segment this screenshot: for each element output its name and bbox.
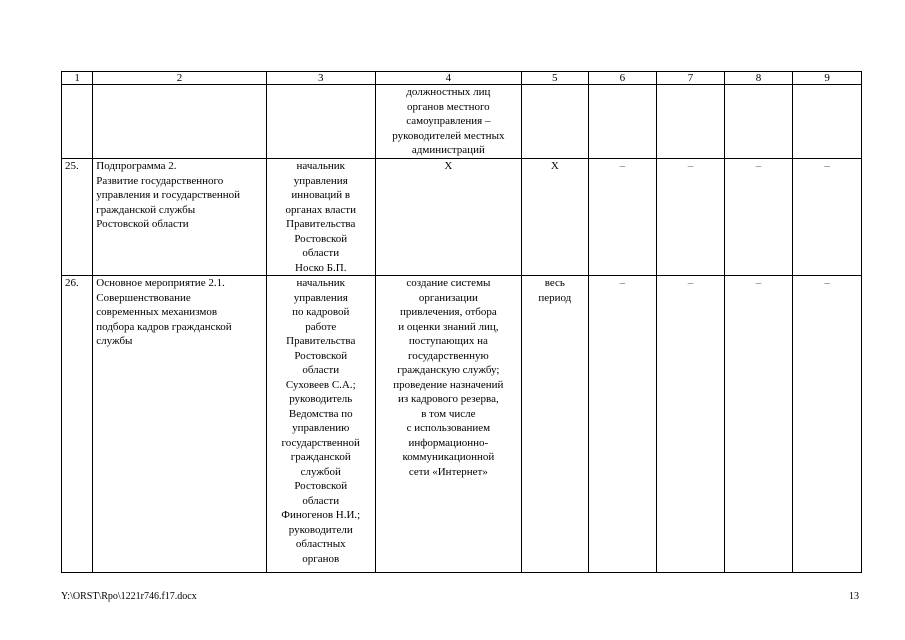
header-col-6: 6 <box>588 72 657 85</box>
continuation-result-cell <box>375 85 521 159</box>
page-number: 13 <box>849 591 859 602</box>
text-line: создание системы <box>406 277 491 289</box>
text-line: Ростовской <box>294 480 348 492</box>
col8-cell: – <box>724 276 793 573</box>
result-cell <box>375 276 521 573</box>
text-line: руководитель <box>289 393 353 405</box>
header-col-5: 5 <box>522 72 589 85</box>
text-line: в том числе <box>421 407 476 420</box>
text-line: управления и государственной <box>96 189 241 201</box>
col7-cell: – <box>657 276 725 573</box>
text-line: Правительства <box>286 335 356 347</box>
table-row-continuation <box>62 85 862 159</box>
header-col-4: 4 <box>375 72 521 85</box>
period-cell <box>522 276 589 573</box>
header-col-2: 2 <box>93 72 267 85</box>
text-line: службы <box>96 335 133 347</box>
text-line: начальник <box>296 277 345 289</box>
col9-cell: – <box>793 159 862 276</box>
col7-cell: – <box>657 159 725 276</box>
period-cell: Х <box>522 159 589 276</box>
text-line: с использованием <box>406 422 491 434</box>
text-line: из кадрового резерва, <box>398 393 499 405</box>
text-line: начальник <box>296 160 345 172</box>
text-line: органов местного <box>407 100 490 113</box>
text-line: организации <box>418 291 478 304</box>
text-line: самоуправления – <box>406 115 491 127</box>
text-line: должностных лиц <box>406 86 491 98</box>
row-number: 25. <box>62 159 93 276</box>
text-line: государственной <box>281 436 360 449</box>
table-row-25 <box>62 159 862 276</box>
text-line: проведение назначений <box>393 378 504 391</box>
text-line: органов <box>302 552 340 565</box>
text-line: Развитие государственного <box>96 174 224 187</box>
header-col-8: 8 <box>724 72 793 85</box>
text-line: весь <box>544 277 565 289</box>
text-line: поступающих на <box>408 335 488 347</box>
responsible-cell <box>266 159 375 276</box>
text-line: период <box>538 291 572 304</box>
text-line: современных механизмов <box>96 306 218 318</box>
text-line: инноваций в <box>291 189 351 201</box>
cell-empty <box>657 85 725 159</box>
text-line: Правительства <box>286 218 356 230</box>
text-line: Суховеев С.А.; <box>285 378 356 391</box>
table-row-26 <box>62 276 862 573</box>
result-cell: Х <box>375 159 521 276</box>
text-line: сети «Интернет» <box>408 465 488 478</box>
text-line: коммуникационной <box>402 451 495 463</box>
text-line: руководителей местных <box>392 129 505 142</box>
text-line: областных <box>295 538 346 550</box>
text-line: гражданской <box>290 451 351 463</box>
cell-empty <box>62 85 93 159</box>
col6-cell: – <box>588 159 657 276</box>
cell-empty <box>724 85 793 159</box>
header-col-3: 3 <box>266 72 375 85</box>
text-line: руководители <box>288 523 353 536</box>
text-line: и оценки знаний лиц, <box>398 320 499 333</box>
text-line: привлечения, отбора <box>399 306 497 318</box>
col8-cell: – <box>724 159 793 276</box>
text-line: управления <box>293 291 348 304</box>
text-line: управления <box>293 174 348 187</box>
header-row <box>62 72 862 85</box>
text-line: области <box>302 247 340 259</box>
text-line: области <box>302 364 340 376</box>
cell-empty <box>522 85 589 159</box>
text-line: Ростовской области <box>96 218 189 230</box>
header-col-7: 7 <box>657 72 725 85</box>
text-line: Финогенов Н.И.; <box>281 509 361 521</box>
document-path: Y:\ORST\Rpo\1221r746.f17.docx <box>61 591 197 602</box>
col6-cell: – <box>588 276 657 573</box>
cell-empty <box>266 85 375 159</box>
text-line: гражданской службы <box>96 203 196 216</box>
text-line: Носко Б.П. <box>295 261 347 274</box>
text-line: Ростовской <box>294 349 348 362</box>
text-line: органах власти <box>285 203 356 216</box>
text-line: Ведомства по <box>288 407 353 420</box>
text-line: службой <box>300 465 341 478</box>
text-line: информационно- <box>408 436 489 449</box>
cell-empty <box>588 85 657 159</box>
row-name-cell <box>93 276 267 573</box>
header-col-9: 9 <box>793 72 862 85</box>
text-line: по кадровой <box>292 306 350 318</box>
text-line: государственную <box>408 349 489 362</box>
text-line: области <box>302 494 340 507</box>
row-number: 26. <box>62 276 93 573</box>
text-line: управлению <box>292 422 350 434</box>
text-line: Совершенствование <box>96 291 191 304</box>
row-name-cell <box>93 159 267 276</box>
col9-cell: – <box>793 276 862 573</box>
cell-empty <box>793 85 862 159</box>
text-line: работе <box>305 320 337 333</box>
text-line: администраций <box>411 144 485 156</box>
text-line: Основное мероприятие 2.1. <box>96 277 225 289</box>
text-line: Ростовской <box>294 232 348 245</box>
text-line: Подпрограмма 2. <box>96 160 177 172</box>
cell-empty <box>93 85 267 159</box>
program-table <box>61 71 862 573</box>
text-line: подбора кадров гражданской <box>96 320 232 333</box>
responsible-cell <box>266 276 375 573</box>
text-line: гражданскую службу; <box>397 364 500 376</box>
header-col-1: 1 <box>62 72 93 85</box>
